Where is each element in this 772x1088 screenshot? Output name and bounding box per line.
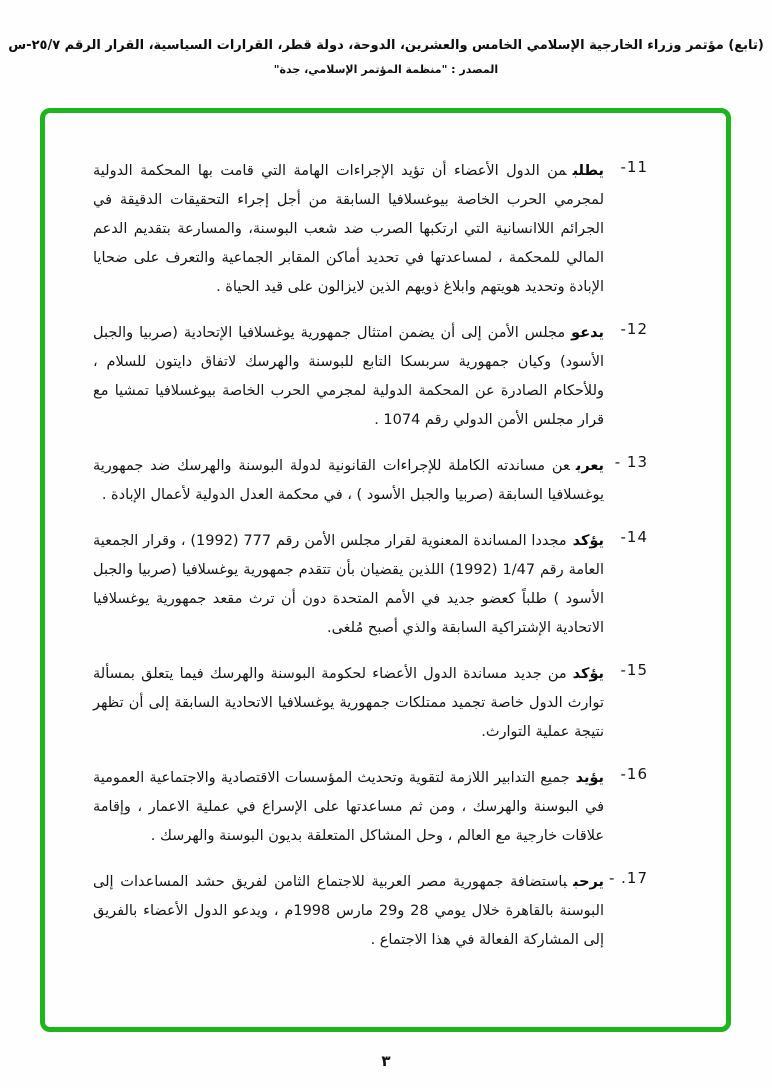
header-title: (تابع) مؤتمر وزراء الخارجية الإسلامي الخامس والعشرين، الدوحة، دولة قطر، القرارات السياسية، القرار الرقم ٢٥/٧-س [8,38,764,53]
paragraph-number: -16 [620,765,648,783]
resolution-paragraph-11 [93,157,648,302]
green-border-frame [40,108,731,1032]
paragraph-number: -15 [620,661,648,679]
paragraph-lead-word: يؤكد [572,666,604,682]
paragraph-number: -12 [620,320,648,338]
resolution-paragraph-15 [93,660,648,747]
resolution-body [93,157,648,972]
page-number: ٣ [381,1052,391,1070]
paragraph-text [93,868,604,955]
paragraph-body-text: من الدول الأعضاء أن تؤيد الإجراءات الهامة التي قامت بها المحكمة الدولية لمجرمي الحرب الخاصة بيوغسلافيا السابقة من أجل إجراء التحقيقات الدقيقة في الجرائم اللاانسانية التي ارتكبها الصرب ضد شعب البوسنة، والمسارعة بتقديم الدعم المالي للمحكمة ، لمساعدتها في تحديد أماكن المقابر الجماعية والتعرف على ضحايا الإبادة وتحديد هويتهم وابلاغ ذويهم الذين لايزالون على قيد الحياة . [93,163,604,295]
resolution-paragraph-14 [93,527,648,643]
paragraph-body-text: مجددا المساندة المعنوية لقرار مجلس الأمن رقم 777 (1992) ، وقرار الجمعية العامة رقم 1/47 (1992) اللذين يقضيان بأن تتقدم جمهورية يوغسلافيا (صربيا والجبل الأسود ) طلباً كعضو جديد في الأمم المتحدة دون أن ترث مقعد جمهورية يوغسلافيا الاتحادية الإشتراكية السابقة والذي أصبح مُلغى. [93,533,604,636]
document-header [0,38,772,76]
paragraph-text [93,319,604,435]
resolution-paragraph-16 [93,764,648,851]
paragraph-body-text: من جديد مساندة الدول الأعضاء لحكومة البوسنة والهرسك فيما يتعلق بمسألة توارث الدول خاصة تجميد ممتلكات جمهورية يوغسلافيا الاتحادية السابقة إلى أن تظهر نتيجة عملية التوارث. [93,666,604,740]
paragraph-body-text: عن مساندته الكاملة للإجراءات القانونية لدولة البوسنة والهرسك ضد جمهورية يوغسلافيا السابقة (صربيا والجبل الأسود ) ، في محكمة العدل الدولية لأعمال الإبادة . [93,458,604,503]
resolution-paragraph-12 [93,319,648,435]
paragraph-body-text: باستضافة جمهورية مصر العربية للاجتماع الثامن لفريق حشد المساعدات إلى البوسنة بالقاهرة خلال يومي 28 و29 مارس 1998م ، ويدعو الدول الأعضاء بالفريق إلى المشاركة الفعالة في هذا الاجتماع . [93,874,604,948]
paragraph-lead-word: يدعو [571,325,604,341]
paragraph-lead-word: يؤكد [572,533,604,549]
paragraph-number: - .17 [608,869,648,887]
paragraph-text [93,452,604,510]
paragraph-lead-word: يطلب [572,163,604,179]
paragraph-body-text: مجلس الأمن إلى أن يضمن امتثال جمهورية يوغسلافيا الإتحادية (صربيا والجبل الأسود) وكيان جمهورية سربسكا التابع للبوسنة والهرسك لاتفاق دايتون للسلام ، وللأحكام الصادرة عن المحكمة الدولية لمجرمي الحرب الخاصة بيوغسلافيا تمشيا مع قرار مجلس الأمن الدولي رقم 1074 . [93,325,604,428]
paragraph-text [93,527,604,643]
resolution-paragraph-13 [93,452,648,510]
paragraph-lead-word: يعرب [575,458,604,474]
paragraph-lead-word: يؤيد [575,770,604,786]
header-source: المصدر : "منظمة المؤتمر الإسلامي، جدة" [273,63,499,76]
paragraph-number: -11 [620,158,648,176]
paragraph-text [93,157,604,302]
paragraph-number: - 13 [614,453,648,471]
paragraph-text [93,764,604,851]
paragraph-body-text: جميع التدابير اللازمة لتقوية وتحديث المؤسسات الاقتصادية والاجتماعية العمومية في البوسنة والهرسك ، ومن ثم مساعدتها على الإسراع في عملية الاعمار ، وإقامة علاقات خارجية مع العالم ، وحل المشاكل المتعلقة بديون البوسنة والهرسك . [93,770,604,844]
resolution-paragraph-17 [93,868,648,955]
paragraph-number: -14 [620,528,648,546]
paragraph-lead-word: يرحب [573,874,604,890]
paragraph-text [93,660,604,747]
